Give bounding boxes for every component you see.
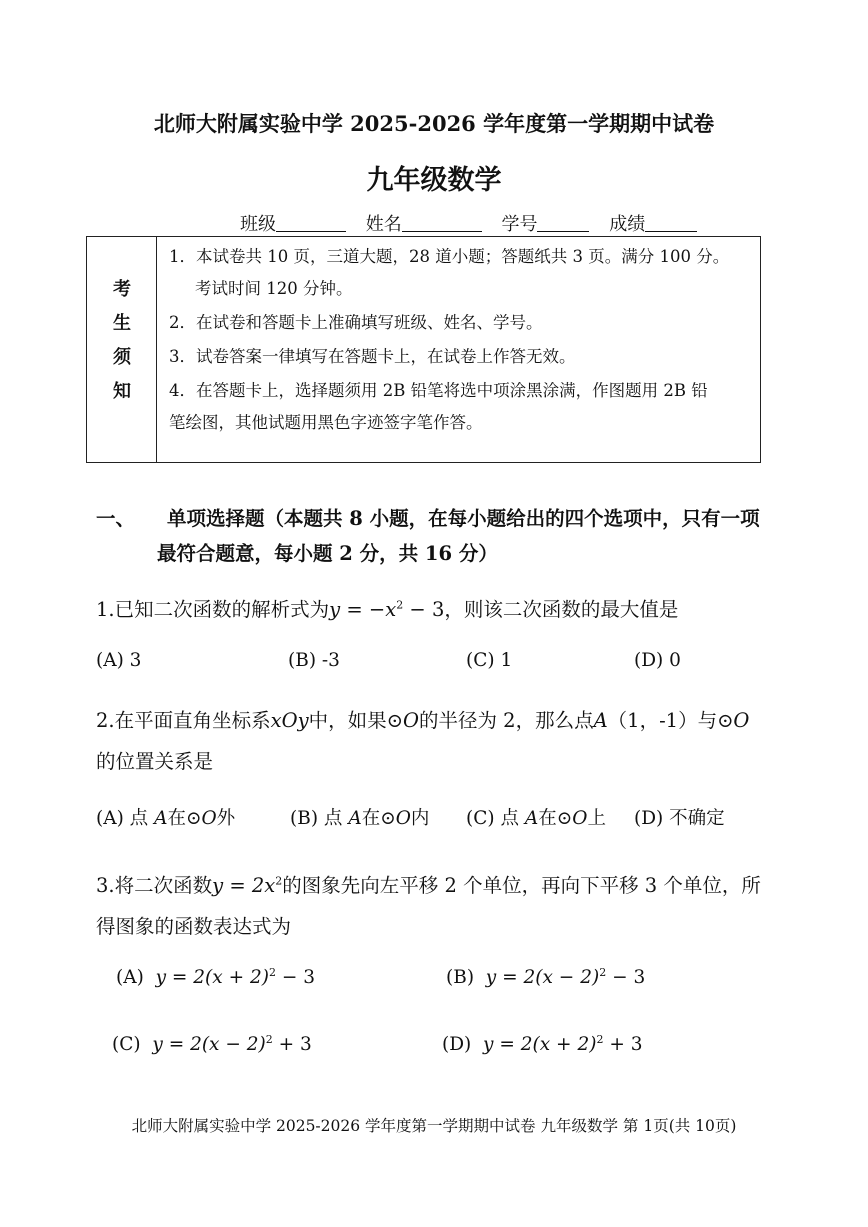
q2-option-text: (C) 点 <box>466 808 519 829</box>
notice-label-char: 知 <box>113 381 131 402</box>
q2-var-a: A <box>524 808 539 829</box>
q3-option-tail: + 3 <box>603 1034 643 1056</box>
q3-option-a <box>116 966 315 988</box>
section-heading-line1: 单项选择题（本题共 8 小题，在每小题给出的四个选项中，只有一项 <box>167 507 760 530</box>
notice-line: 2．在试卷和答题卡上准确填写班级、姓名、学号。 <box>169 313 543 332</box>
q2-option-c <box>466 804 606 830</box>
exam-subtitle: 九年级数学 <box>366 165 502 196</box>
section-number: 一、 <box>96 507 136 530</box>
notice-line: 考试时间 120 分钟。 <box>195 279 353 298</box>
student-id-label: 学号 <box>501 214 538 235</box>
q1-option-b: (B) -3 <box>288 650 340 671</box>
q3-option-tail: − 3 <box>606 967 646 989</box>
q2-var-xoy: xOy <box>270 709 309 732</box>
q1-option-d: (D) 0 <box>634 650 681 671</box>
question-3 <box>96 870 761 898</box>
name-blank <box>402 213 482 232</box>
q3-option-label: (D) <box>442 1034 472 1056</box>
notice-line: 笔绘图，其他试题用黑色字迹签字笔作答。 <box>169 413 483 432</box>
q2-var-o: O <box>201 808 217 829</box>
q2-option-text: (A) 点 <box>96 808 149 829</box>
notice-line: 1．本试卷共 10 页，三道大题，28 道小题；答题纸共 3 页。满分 100 分。 <box>169 247 730 266</box>
q3-option-formula: y = 2(x − 2) <box>152 1034 266 1056</box>
q3-option-tail: + 3 <box>272 1034 312 1056</box>
q2-var-o: O <box>395 808 411 829</box>
section-heading-line2: 最符合题意，每小题 2 分，共 16 分） <box>157 542 498 565</box>
q2-text: 中，如果⊙ <box>308 709 403 732</box>
q3-option-label: (C) <box>112 1034 141 1056</box>
q2-option-text: 在⊙ <box>538 808 573 829</box>
q2-line2: 的位置关系是 <box>96 750 214 773</box>
student-info-row <box>240 210 697 236</box>
q2-option-text: 上 <box>587 808 606 829</box>
q3-option-formula: y = 2(x + 2) <box>155 967 269 989</box>
q2-var-a: A <box>348 808 362 829</box>
notice-label-char: 生 <box>113 313 131 334</box>
q3-option-d <box>442 1033 642 1055</box>
q2-option-b <box>290 804 429 830</box>
q2-option-text: 在⊙ <box>167 808 202 829</box>
exam-notice-box <box>86 236 761 463</box>
notice-label-char: 须 <box>113 347 131 368</box>
name-label: 姓名 <box>365 214 402 235</box>
q2-var-a: A <box>593 709 608 732</box>
notice-line: 3．试卷答案一律填写在答题卡上，在试卷上作答无效。 <box>169 347 576 366</box>
q2-var-a: A <box>154 808 168 829</box>
q2-option-a <box>96 804 235 830</box>
q2-var-o: O <box>402 709 419 732</box>
q3-line2: 得图象的函数表达式为 <box>96 915 292 938</box>
q3-option-label: (A) <box>116 967 144 989</box>
q3-option-exp: 2 <box>268 966 276 979</box>
q2-option-text: 内 <box>410 808 430 829</box>
score-label: 成绩 <box>609 214 646 235</box>
q3-exponent: 2 <box>275 874 283 888</box>
q1-formula: y = −x <box>329 598 397 621</box>
q1-option-a: (A) 3 <box>96 650 142 671</box>
question-1 <box>96 594 678 622</box>
q2-option-d: (D) 不确定 <box>634 808 725 829</box>
section-heading <box>96 503 760 531</box>
q3-option-c <box>112 1033 312 1055</box>
q3-option-exp: 2 <box>265 1033 273 1046</box>
notice-label-char: 考 <box>113 279 131 300</box>
q3-formula: y = 2x <box>212 874 276 897</box>
q2-text: 2.在平面直角坐标系 <box>96 709 271 732</box>
question-2 <box>96 705 749 733</box>
score-blank <box>645 213 697 232</box>
q2-option-text: 在⊙ <box>361 808 396 829</box>
q2-option-text: (B) 点 <box>290 808 343 829</box>
q3-option-exp: 2 <box>596 1033 604 1046</box>
q3-option-formula: y = 2(x − 2) <box>485 967 600 989</box>
q2-option-text: 外 <box>216 808 236 829</box>
q3-option-formula: y = 2(x + 2) <box>483 1034 597 1056</box>
q2-text: 的半径为 2，那么点 <box>418 709 594 732</box>
q2-var-o: O <box>572 808 588 829</box>
q3-text: 3.将二次函数 <box>96 874 213 897</box>
q1-text: 1.已知二次函数的解析式为 <box>96 598 330 621</box>
q3-option-exp: 2 <box>599 966 607 979</box>
class-label: 班级 <box>240 214 276 235</box>
q3-text-suffix: 的图象先向左平移 2 个单位，再向下平移 3 个单位，所 <box>282 874 761 897</box>
class-blank <box>276 213 346 232</box>
q2-var-o: O <box>733 709 750 732</box>
notice-label-column <box>87 237 157 462</box>
student-id-blank <box>537 213 589 232</box>
q2-text: （1，-1）与⊙ <box>607 709 734 732</box>
q3-option-tail: − 3 <box>275 967 315 989</box>
q3-option-b <box>446 966 645 988</box>
q1-exponent: 2 <box>396 598 404 612</box>
q1-option-c: (C) 1 <box>466 650 513 671</box>
q1-formula-tail: − 3 <box>403 598 445 621</box>
page-footer: 北师大附属实验中学 2025-2026 学年度第一学期期中试卷 九年级数学 第 1页(共 10页) <box>131 1117 737 1135</box>
q1-text-suffix: ，则该二次函数的最大值是 <box>444 598 679 621</box>
q3-option-label: (B) <box>446 967 475 989</box>
notice-line: 4．在答题卡上，选择题须用 2B 铅笔将选中项涂黑涂满，作图题用 2B 铅 <box>169 381 708 400</box>
exam-title: 北师大附属实验中学 2025-2026 学年度第一学期期中试卷 <box>153 111 715 136</box>
